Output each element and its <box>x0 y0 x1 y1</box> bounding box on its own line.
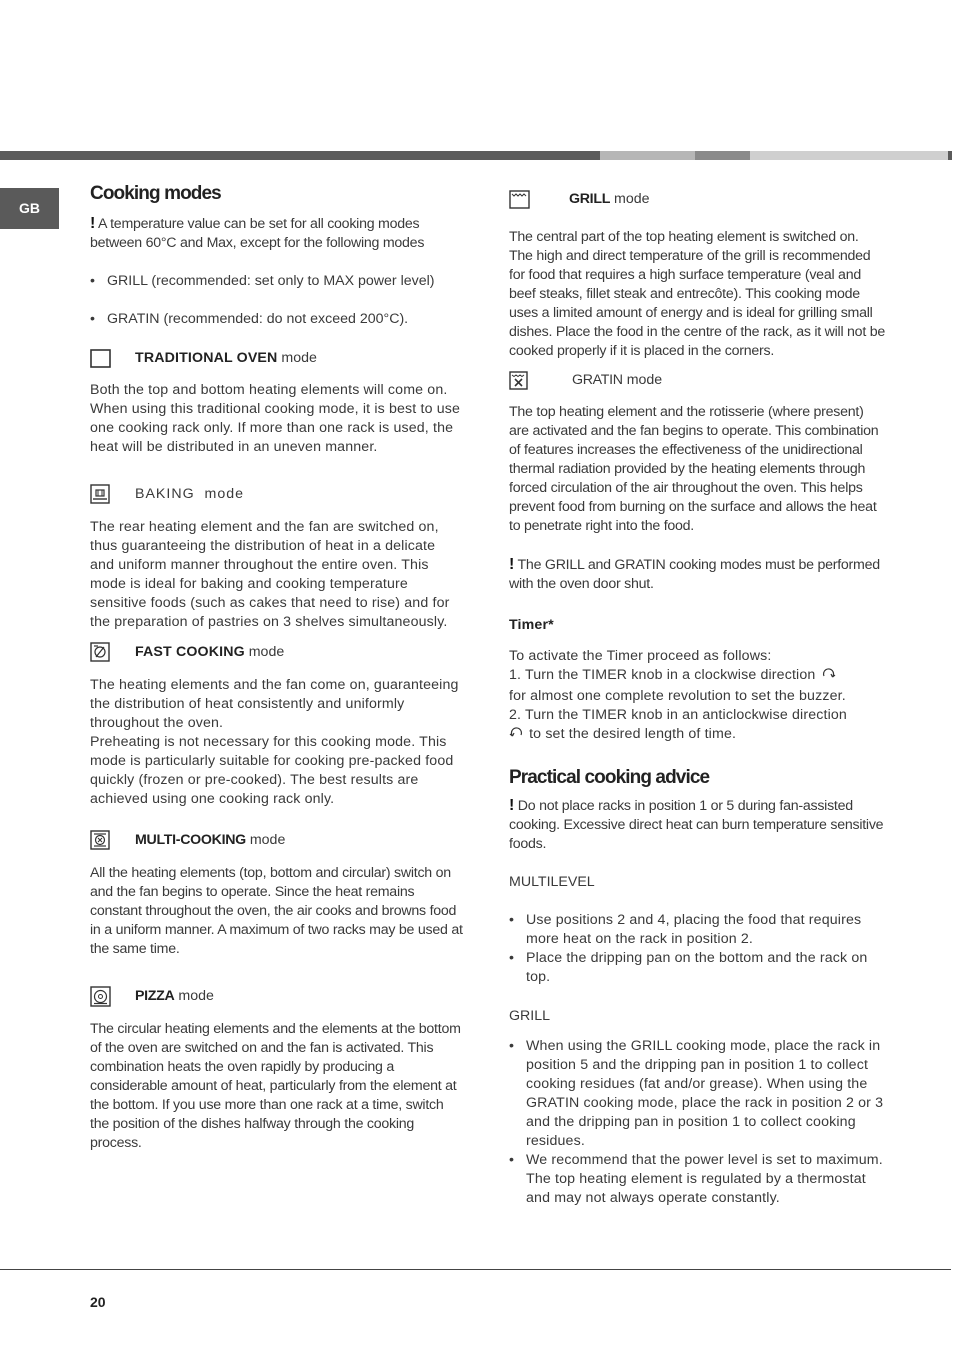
mode-multi-cooking: MULTI-COOKING mode <box>90 830 463 850</box>
multi-cooking-description: All the heating elements (top, bottom and circular) switch on and the fan begins to operate. Since the heat remains constant throughout the oven, the air cooks and browns food in a uniform manner. A maximum of two racks may be used at the same time. <box>90 865 463 957</box>
mode-baking: BAKING mode <box>90 484 463 504</box>
timer-step-1-cont: for almost one complete revolution to set the buzzer. <box>509 688 846 704</box>
fast-cooking-description: The heating elements and the fan come on, guaranteeing the distribution of heat consistently and uniformly throughout the oven. <box>90 677 459 731</box>
baking-description: The rear heating element and the fan are switched on, thus guaranteeing the distribution of heat in a delicate and uniform manner throughout the entire oven. This mode is ideal for baking and cooking temperature sensitive foods (such as cakes that need to rise) and for the preparation of pastries on 3 shelves simultaneously. <box>90 519 450 630</box>
grill-icon <box>509 190 539 209</box>
timer-intro: To activate the Timer proceed as follows: <box>509 648 772 664</box>
advice-intro: ! Do not place racks in position 1 or 5 during fan-assisted cooking. Excessive direct heat can burn temperature sensitive foods. <box>509 797 884 852</box>
fast-cooking-icon <box>90 642 120 662</box>
footer-rule <box>0 1269 951 1270</box>
timer-step-2: 2. Turn the TIMER knob in an anticlockwise direction <box>509 707 847 723</box>
cooking-modes-title: Cooking modes <box>90 183 221 204</box>
timer-title: Timer* <box>509 617 554 633</box>
pizza-description: The circular heating elements and the elements at the bottom of the oven are switched on and the fan is activated. This combination heats the oven rapidly by producing a considerable amount of heat, particularly from the element at the bottom. If you use more than one rack at a time, switch the position of the dishes halfway through the cooking process. <box>90 1021 461 1151</box>
warning-mark: ! <box>509 556 515 573</box>
warning-mark: ! <box>509 797 515 814</box>
list-item: • GRATIN (recommended: do not exceed 200°C). <box>90 310 463 329</box>
grill-gratin-note: ! The GRILL and GRATIN cooking modes must be performed with the oven door shut. <box>509 556 880 592</box>
list-item: • GRILL (recommended: set only to MAX power level) <box>90 272 463 291</box>
gratin-icon <box>509 371 539 390</box>
pizza-icon <box>90 986 120 1007</box>
traditional-oven-description: Both the top and bottom heating elements will come on. When using this traditional cooking mode, it is best to use one cooking rack only. If more than one rack is used, the heat will be distributed in an uneven manner. <box>90 382 461 455</box>
warning-mark: ! <box>90 215 96 232</box>
advice-title: Practical cooking advice <box>509 767 710 788</box>
list-item: • When using the GRILL cooking mode, place the rack in position 5 and the dripping pan in position 1 to collect cooking residues (fat and/or grease). When using the GRATIN cooking mode, place the rack in position 2 or 3 and the dripping pan in position 1 to collect cooking residues. <box>509 1037 885 1151</box>
timer-step-1: 1. Turn the TIMER knob in a clockwise direction <box>509 666 885 687</box>
mode-pizza: PIZZA mode <box>90 986 463 1007</box>
mode-traditional-oven: TRADITIONAL OVEN mode <box>90 349 463 368</box>
square-outline-icon <box>90 349 120 368</box>
multilevel-label: MULTILEVEL <box>509 874 595 890</box>
clockwise-arrow-icon <box>821 667 836 687</box>
restriction-list <box>90 272 463 329</box>
right-column <box>509 182 885 1208</box>
list-item: • Use positions 2 and 4, placing the food that requires more heat on the rack in position 2. <box>509 911 885 949</box>
mode-gratin: GRATIN mode <box>509 371 885 390</box>
gratin-description: The top heating element and the rotisserie (where present) are activated and the fan begins to operate. This combination of features increases the effectiveness of the unidirectional thermal radiation provided by the heating elements through forced circulation of the air throughout the oven. This helps prevent food from burning on the surface and allows the heat to penetrate right into the food. <box>509 404 879 534</box>
anticlockwise-arrow-icon <box>509 726 524 746</box>
grill-description: The central part of the top heating element is switched on. The high and direct temperature of the grill is recommended for food that requires a high surface temperature (veal and beef steaks, fillet steak and entrecôte). This cooking mode uses a limited amount of energy and is ideal for grilling small dishes. Place the food in the centre of the rack, as it will not be cooked properly if it is placed in the corners. <box>509 229 885 359</box>
mode-grill: GRILL mode <box>509 190 885 209</box>
fast-cooking-description-2: Preheating is not necessary for this cooking mode. This mode is particularly suitable for cooking pre-packed food quickly (frozen or pre-cooked). The best results are achieved using one cooking rack only. <box>90 734 454 807</box>
baking-fan-icon <box>90 484 120 504</box>
multilevel-list <box>509 911 885 987</box>
grill-label: GRILL <box>509 1008 551 1024</box>
list-item: • We recommend that the power level is set to maximum. The top heating element is regulated by a thermostat and may not always operate constantly. <box>509 1151 885 1208</box>
grill-advice-list <box>509 1037 885 1208</box>
language-tab: GB <box>0 188 59 229</box>
list-item: • Place the dripping pan on the bottom and the rack on top. <box>509 949 885 987</box>
timer-step-2-cont: to set the desired length of time. <box>509 725 885 746</box>
header-color-bar <box>0 151 954 160</box>
intro-paragraph: ! A temperature value can be set for all cooking modes between 60°C and Max, except for the following modes <box>90 215 425 251</box>
left-column <box>90 182 463 1153</box>
multi-cooking-icon <box>90 830 120 850</box>
mode-fast-cooking: FAST COOKING mode <box>90 642 463 662</box>
page-number: 20 <box>90 1294 106 1310</box>
